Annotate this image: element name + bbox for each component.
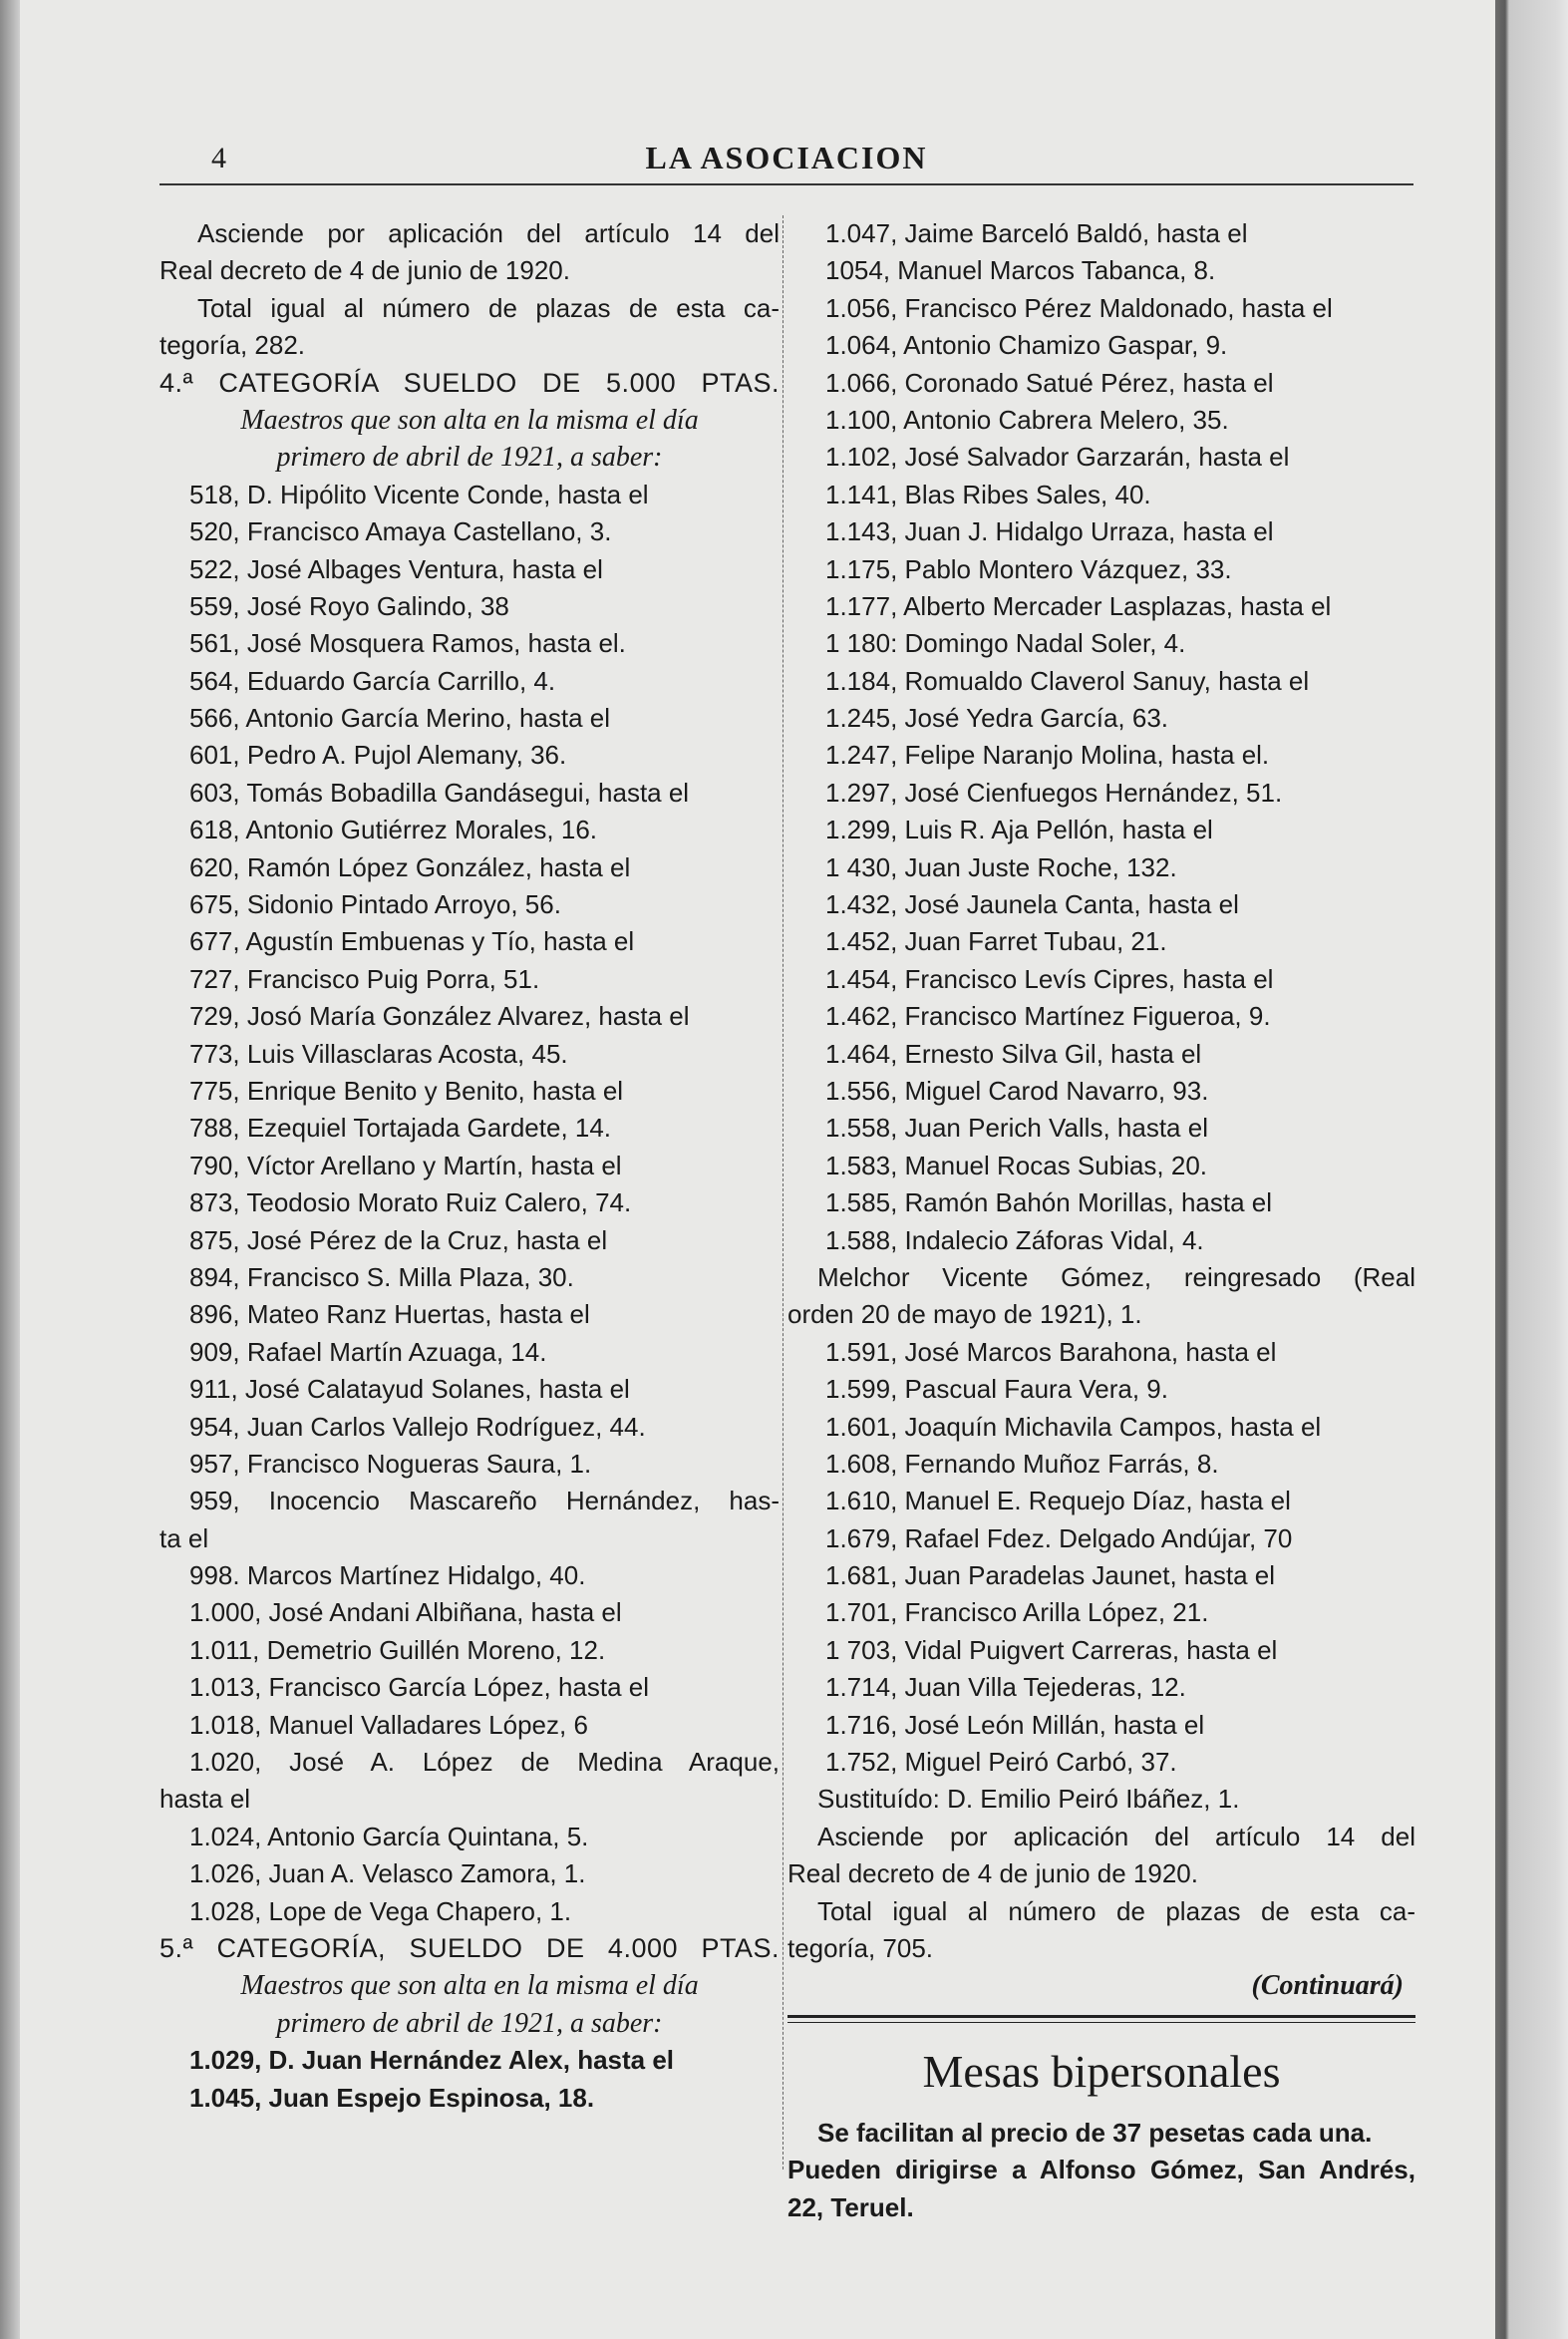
text-line: hasta el [159, 1784, 251, 1815]
text-line: 729, Josó María González Alvarez, hasta el [189, 1001, 690, 1032]
text-line: Real decreto de 4 de junio de 1920. [159, 255, 570, 286]
text-line: 601, Pedro A. Pujol Alemany, 36. [189, 740, 567, 771]
text-line: tegoría, 705. [787, 1932, 933, 1963]
text-line: 1.716, José León Millán, hasta el [825, 1709, 1205, 1740]
text-line: 1.464, Ernesto Silva Gil, hasta el [825, 1038, 1202, 1069]
text-line: Total igual al número de plazas de esta ca- [197, 292, 780, 323]
text-line: 790, Víctor Arellano y Martín, hasta el [189, 1150, 622, 1180]
text-line: 1.026, Juan A. Velasco Zamora, 1. [189, 1858, 586, 1889]
notice-line: Pueden dirigirse a Alfonso Gómez, San Andrés, [787, 2155, 1415, 2185]
text-line: 603, Tomás Bobadilla Gandásegui, hasta el [189, 777, 690, 808]
text-line: 620, Ramón López González, hasta el [189, 851, 631, 882]
text-line: 1.028, Lope de Vega Chapero, 1. [189, 1895, 572, 1926]
text-line: 677, Agustín Embuenas y Tío, hasta el [189, 926, 635, 957]
text-line: 998. Marcos Martínez Hidalgo, 40. [189, 1560, 586, 1591]
text-line: 5.ª CATEGORÍA, SUELDO DE 4.000 PTAS. [159, 1932, 780, 1963]
text-line: 1.608, Fernando Muñoz Farrás, 8. [825, 1448, 1219, 1479]
text-line: Maestros que son alta en la misma el día [240, 1970, 699, 2002]
publication-title: LA ASOCIACION [645, 140, 928, 175]
text-line: 788, Ezequiel Tortajada Gardete, 14. [189, 1113, 612, 1144]
text-line: 1.452, Juan Farret Tubau, 21. [825, 926, 1167, 957]
text-line: 1.752, Miguel Peiró Carbó, 37. [825, 1747, 1177, 1778]
text-line: 1054, Manuel Marcos Tabanca, 8. [825, 255, 1216, 286]
text-line: 1.681, Juan Paradelas Jaunet, hasta el [825, 1560, 1275, 1591]
text-line: 618, Antonio Gutiérrez Morales, 16. [189, 815, 598, 845]
text-line: 957, Francisco Nogueras Saura, 1. [189, 1448, 592, 1479]
text-line: 1.591, José Marcos Barahona, hasta el [825, 1336, 1277, 1367]
text-line: 4.ª CATEGORÍA SUELDO DE 5.000 PTAS. [159, 367, 780, 398]
text-line: Sustituído: D. Emilio Peiró Ibáñez, 1. [817, 1784, 1240, 1815]
text-line: 1 703, Vidal Puigvert Carreras, hasta el [825, 1634, 1278, 1665]
text-line: Real decreto de 4 de junio de 1920. [787, 1858, 1198, 1889]
text-line: 1.018, Manuel Valladares López, 6 [189, 1709, 588, 1740]
text-line: 1.141, Blas Ribes Sales, 40. [825, 479, 1151, 509]
text-line: 909, Rafael Martín Azuaga, 14. [189, 1336, 547, 1367]
text-line: Total igual al número de plazas de esta ca- [817, 1895, 1415, 1926]
text-line: 873, Teodosio Morato Ruiz Calero, 74. [189, 1187, 632, 1218]
scan-left-shadow [0, 0, 20, 2339]
text-line: 1.029, D. Juan Hernández Alex, hasta el [189, 2045, 675, 2076]
text-line: 1.454, Francisco Levís Cipres, hasta el [825, 963, 1274, 994]
right-column-lines [787, 215, 1415, 1967]
text-line: 1.585, Ramón Bahón Morillas, hasta el [825, 1187, 1273, 1218]
text-line: 727, Francisco Puig Porra, 51. [189, 963, 540, 994]
text-line: 1.679, Rafael Fdez. Delgado Andújar, 70 [825, 1522, 1293, 1553]
text-line: 896, Mateo Ranz Huertas, hasta el [189, 1299, 590, 1330]
text-line: 773, Luis Villasclaras Acosta, 45. [189, 1038, 568, 1069]
continued-label: (Continuará) [1251, 1970, 1404, 2002]
text-line: 566, Antonio García Merino, hasta el [189, 703, 611, 734]
text-line: 1.000, José Andani Albiñana, hasta el [189, 1597, 622, 1628]
page-number: 4 [211, 142, 226, 174]
text-line: 1.299, Luis R. Aja Pellón, hasta el [825, 815, 1213, 845]
text-line: primero de abril de 1921, a saber: [276, 2007, 663, 2039]
text-line: Asciende por aplicación del artículo 14 del [817, 1821, 1415, 1851]
text-line: 1.102, José Salvador Garzarán, hasta el [825, 442, 1290, 473]
text-line: 1.599, Pascual Faura Vera, 9. [825, 1374, 1168, 1405]
text-line: 1.024, Antonio García Quintana, 5. [189, 1821, 589, 1851]
text-line: 1.013, Francisco García López, hasta el [189, 1672, 650, 1703]
text-line: primero de abril de 1921, a saber: [276, 442, 663, 474]
text-line: 1.056, Francisco Pérez Maldonado, hasta el [825, 292, 1333, 323]
text-line: 959, Inocencio Mascareño Hernández, has- [189, 1486, 780, 1516]
text-line: 1.064, Antonio Chamizo Gaspar, 9. [825, 330, 1228, 361]
text-line: 675, Sidonio Pintado Arroyo, 56. [189, 889, 561, 920]
text-line: 1.583, Manuel Rocas Subias, 20. [825, 1150, 1208, 1180]
text-line: 1.462, Francisco Martínez Figueroa, 9. [825, 1001, 1271, 1032]
text-line: 1.297, José Cienfuegos Hernández, 51. [825, 777, 1283, 808]
text-line: 875, José Pérez de la Cruz, hasta el [189, 1224, 608, 1255]
text-line: 1.588, Indalecio Záforas Vidal, 4. [825, 1224, 1204, 1255]
text-line: 1.047, Jaime Barceló Baldó, hasta el [825, 218, 1248, 248]
text-line: orden 20 de mayo de 1921), 1. [787, 1299, 1142, 1330]
text-line: 1.556, Miguel Carod Navarro, 93. [825, 1075, 1209, 1106]
left-column [159, 215, 780, 2117]
text-line: 1.432, José Jaunela Canta, hasta el [825, 889, 1239, 920]
text-line: 518, D. Hipólito Vicente Conde, hasta el [189, 479, 649, 509]
text-line: 1 180: Domingo Nadal Soler, 4. [825, 628, 1186, 659]
text-line: 1.177, Alberto Mercader Lasplazas, hasta el [825, 590, 1332, 621]
text-line: 1.175, Pablo Montero Vázquez, 33. [825, 553, 1232, 584]
text-line: 564, Eduardo García Carrillo, 4. [189, 665, 556, 696]
text-line: 911, José Calatayud Solanes, hasta el [189, 1374, 630, 1405]
text-line: 1.558, Juan Perich Valls, hasta el [825, 1113, 1208, 1144]
text-line: 1.011, Demetrio Guillén Moreno, 12. [189, 1634, 606, 1665]
section-rule [787, 2015, 1415, 2023]
text-line: 1.247, Felipe Naranjo Molina, hasta el. [825, 740, 1270, 771]
page-header [159, 138, 1413, 185]
text-line: 559, José Royo Galindo, 38 [189, 590, 509, 621]
text-line: 561, José Mosquera Ramos, hasta el. [189, 628, 626, 659]
text-line: Melchor Vicente Gómez, reingresado (Real [817, 1261, 1415, 1292]
column-divider [783, 215, 784, 2170]
text-line: 1.066, Coronado Satué Pérez, hasta el [825, 367, 1274, 398]
text-line: 520, Francisco Amaya Castellano, 3. [189, 516, 612, 547]
text-line: 1.601, Joaquín Michavila Campos, hasta el [825, 1411, 1322, 1442]
text-line: Asciende por aplicación del artículo 14 del [197, 218, 780, 248]
text-line: 1.701, Francisco Arilla López, 21. [825, 1597, 1209, 1628]
text-line: tegoría, 282. [159, 330, 305, 361]
book-spine [1495, 0, 1568, 2339]
text-line: 522, José Albages Ventura, hasta el [189, 553, 603, 584]
text-line: 1.100, Antonio Cabrera Melero, 35. [825, 404, 1229, 435]
text-line: Maestros que son alta en la misma el día [240, 404, 699, 436]
text-line: 1.020, José A. López de Medina Araque, [189, 1747, 780, 1778]
notice-line: Se facilitan al precio de 37 pesetas cada una. [817, 2117, 1373, 2148]
text-line: 894, Francisco S. Milla Plaza, 30. [189, 1261, 574, 1292]
text-line: 954, Juan Carlos Vallejo Rodríguez, 44. [189, 1411, 646, 1442]
right-column [787, 215, 1415, 2226]
text-line: 1.143, Juan J. Hidalgo Urraza, hasta el [825, 516, 1274, 547]
text-line: 1.714, Juan Villa Tejederas, 12. [825, 1672, 1186, 1703]
text-line: 1.045, Juan Espejo Espinosa, 18. [189, 2082, 595, 2113]
notice-line: 22, Teruel. [787, 2191, 914, 2222]
text-line: 1.245, José Yedra García, 63. [825, 703, 1169, 734]
text-line: 1.184, Romualdo Claverol Sanuy, hasta el [825, 665, 1310, 696]
text-line: 1 430, Juan Juste Roche, 132. [825, 851, 1177, 882]
text-line: ta el [159, 1522, 209, 1553]
notice-title: Mesas bipersonales [922, 2045, 1281, 2097]
text-line: 775, Enrique Benito y Benito, hasta el [189, 1075, 624, 1106]
text-line: 1.610, Manuel E. Requejo Díaz, hasta el [825, 1486, 1291, 1516]
